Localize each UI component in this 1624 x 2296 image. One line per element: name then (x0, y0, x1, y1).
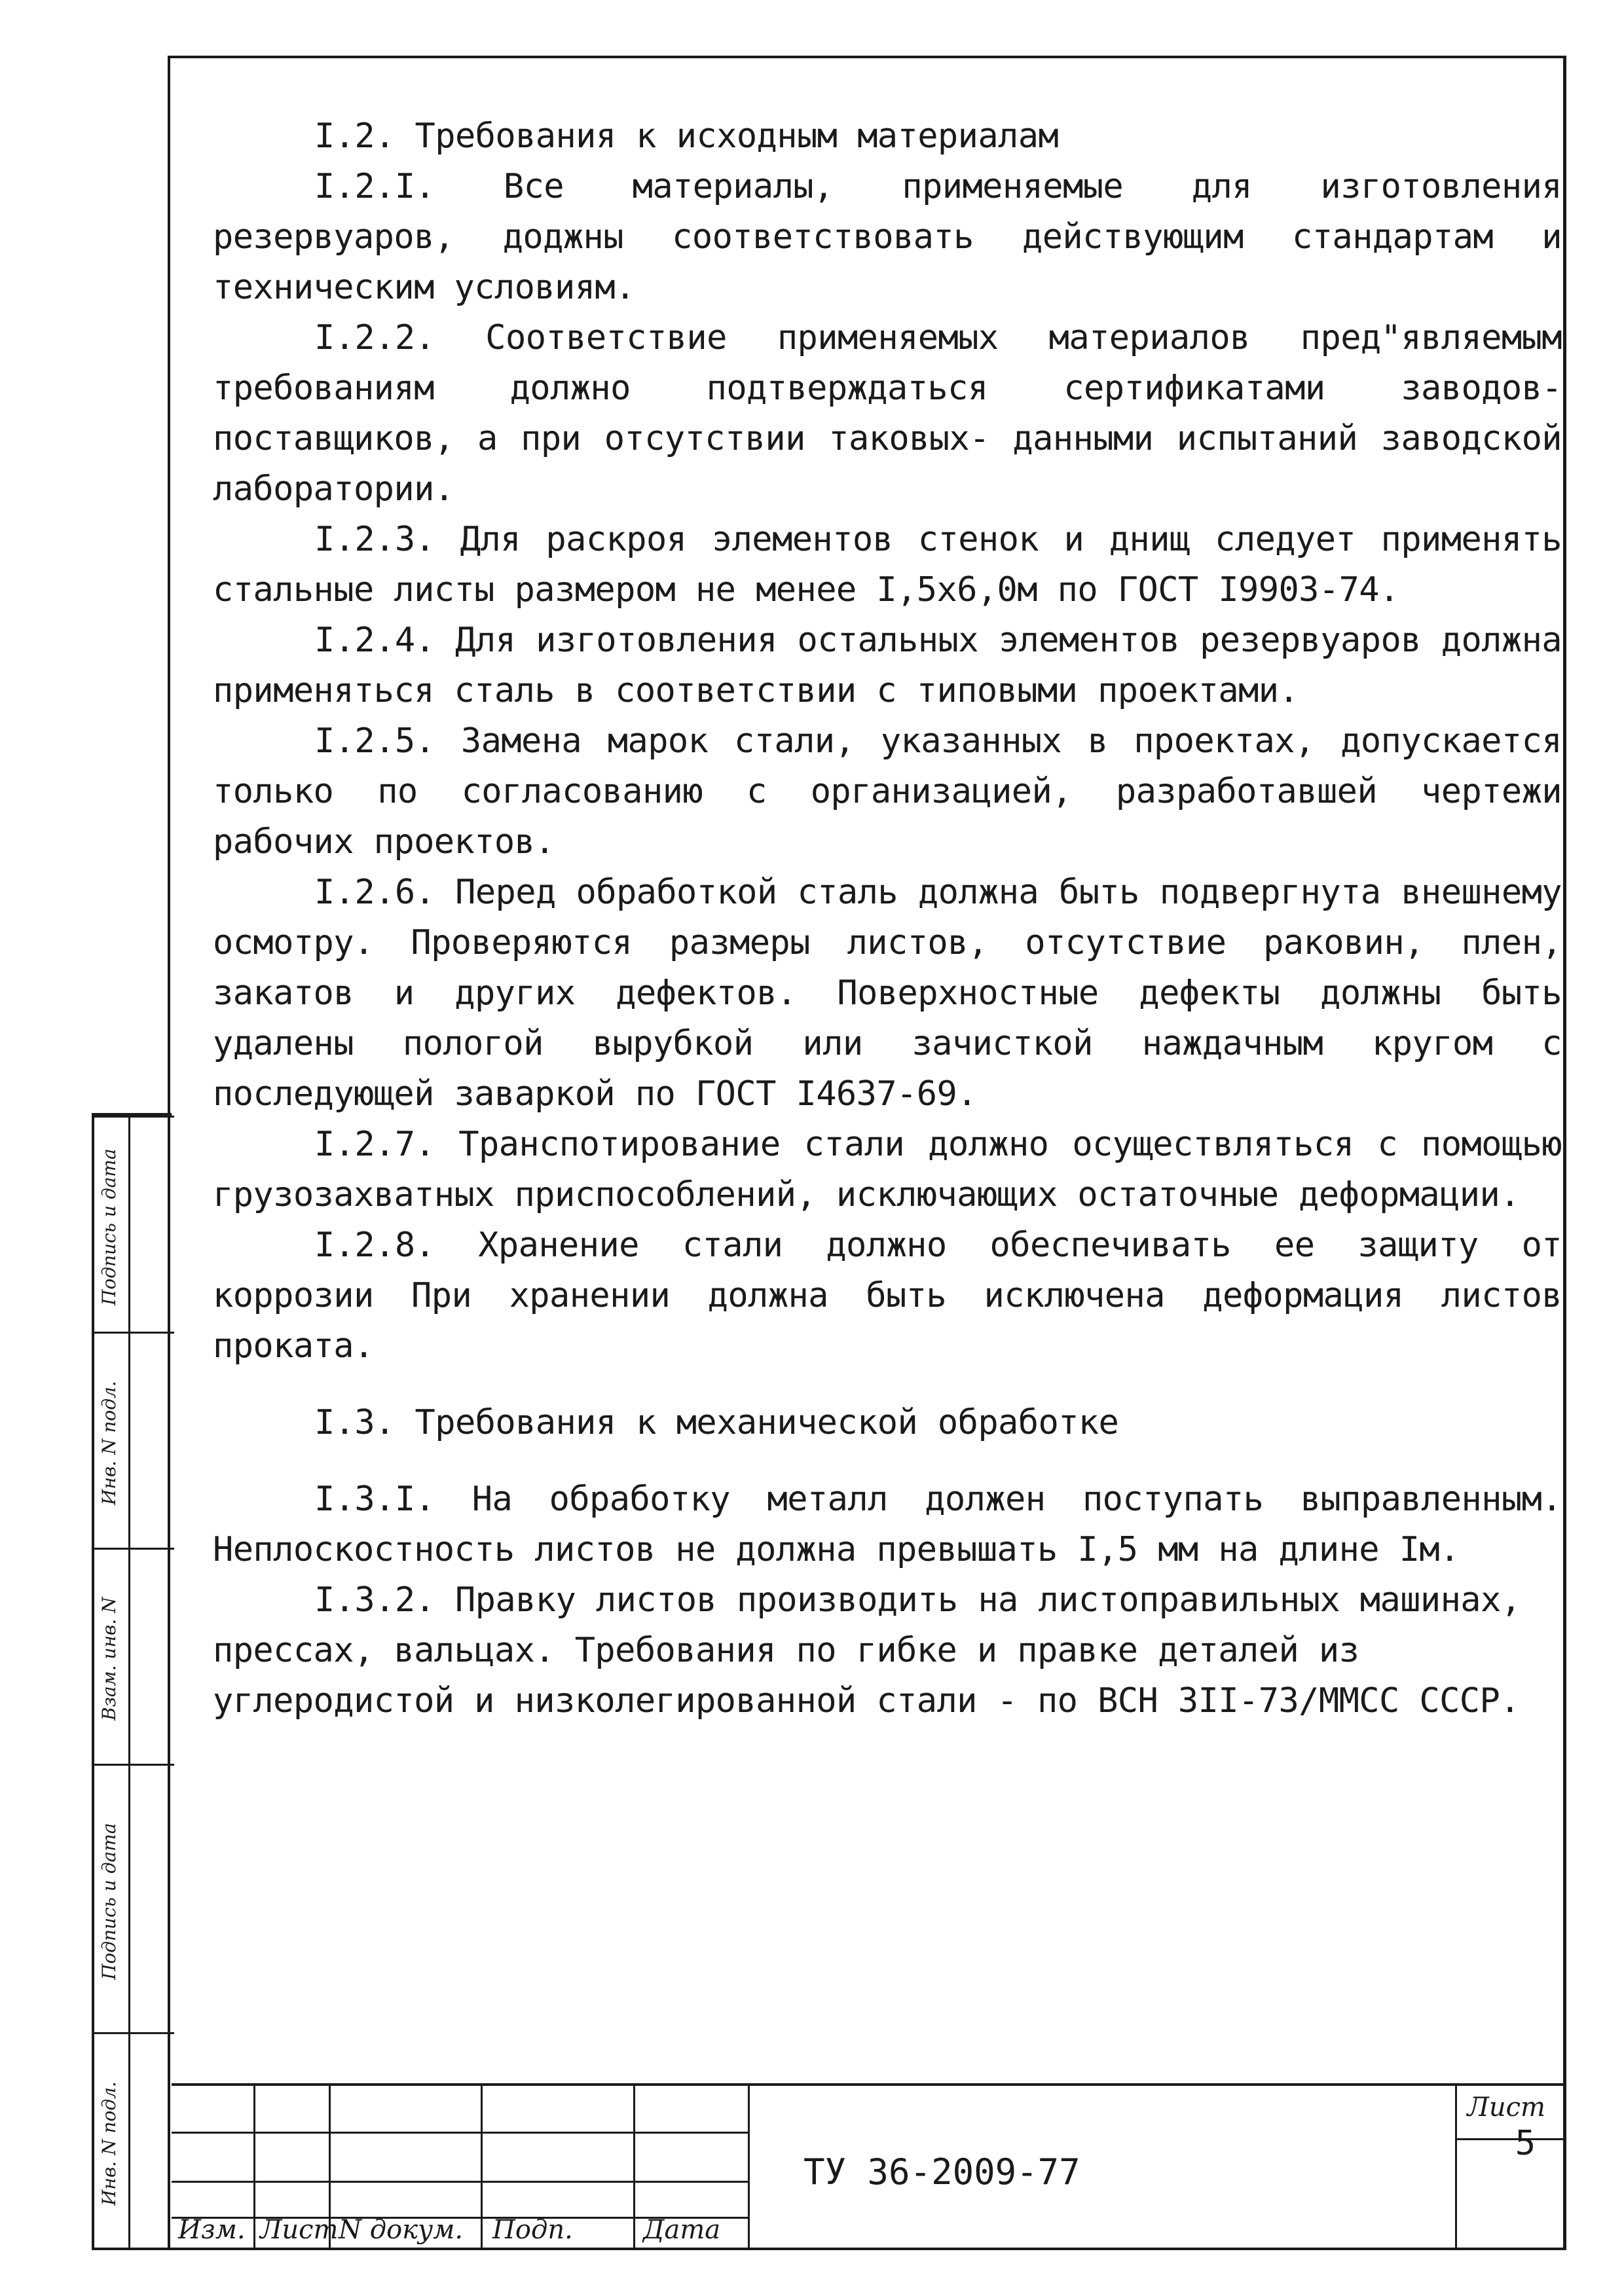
section-heading: I.3. Требования к механической обработке (314, 1403, 1119, 1442)
paragraph: I.2.5. Замена марок стали, указанных в проектах, допускается только по согласованию с организацией, разработавшей чертежи рабочих проектов. (213, 721, 1562, 862)
paragraph: I.2.I. Все материалы, применяемые для изготовления резервуаров, доджны соответствовать действующим стандартам и техническим условиям. (213, 167, 1562, 307)
header-signature: Подп. (492, 2215, 573, 2245)
header-doc-number: N докум. (339, 2215, 464, 2245)
paragraph: I.2.3. Для раскроя элементов стенок и днищ следует применять стальные листы размером не менее I,5x6,0м по ГОСТ I9903-74. (213, 520, 1562, 610)
title-block (172, 2083, 1565, 2250)
document-code: ТУ 36-2009-77 (803, 2151, 1080, 2193)
section-heading: I.2. Требования к исходным материалам (314, 117, 1059, 156)
sheet-number: 5 (1515, 2124, 1536, 2163)
side-label: Инв. N подл. (98, 1381, 120, 1505)
header-revision: Изм. (178, 2215, 246, 2245)
header-sheet: Лист (260, 2215, 339, 2245)
side-label: Подпись и дата (98, 1823, 120, 1980)
sheet-label: Лист (1467, 2092, 1545, 2123)
paragraph: I.2.4. Для изготовления остальных элементов резервуаров должна применяться сталь в соответствии с типовыми проектами. (213, 621, 1562, 710)
document-body (213, 111, 1562, 1726)
paragraph: I.3.2. Правку листов производить на листоправильных машинах, прессах, вальцах. Требования по гибке и правке деталей из углеродистой и низколегированной стали - по ВСН 3II-73/ММСС СССР. (213, 1580, 1521, 1721)
side-stamp-column (92, 1113, 172, 2250)
side-label: Подпись и дата (98, 1148, 120, 1305)
paragraph: I.2.7. Транспотирование стали должно осуществляться с помощью грузозахватных приспособлений, исключающих остаточные деформации. (213, 1125, 1562, 1214)
header-date: Дата (643, 2215, 721, 2245)
paragraph: I.2.2. Соответствие применяемых материалов пред"являемым требованиям должно подтверждаться сертификатами заводов-поставщиков, а при отсутствии таковых- данными испытаний заводской лаборатории. (213, 318, 1562, 509)
paragraph: I.2.6. Перед обработкой сталь должна быть подвергнута внешнему осмотру. Проверяются размеры листов, отсутствие раковин, плен, закатов и других дефектов. Поверхностные дефекты должны быть удалены пологой вырубкой или зачисткой наждачным кругом с последующей заваркой по ГОСТ I4637-69. (213, 873, 1562, 1114)
side-label: Взам. инв. N (98, 1597, 120, 1721)
side-label: Инв. N подл. (98, 2081, 120, 2206)
paragraph: I.3.I. На обработку металл должен поступать выправленным. Неплоскостность листов не должна превышать I,5 мм на длине Iм. (213, 1480, 1562, 1569)
paragraph: I.2.8. Хранение стали должно обеспечивать ее защиту от коррозии При хранении должна быть исключена деформация листов проката. (213, 1226, 1562, 1366)
